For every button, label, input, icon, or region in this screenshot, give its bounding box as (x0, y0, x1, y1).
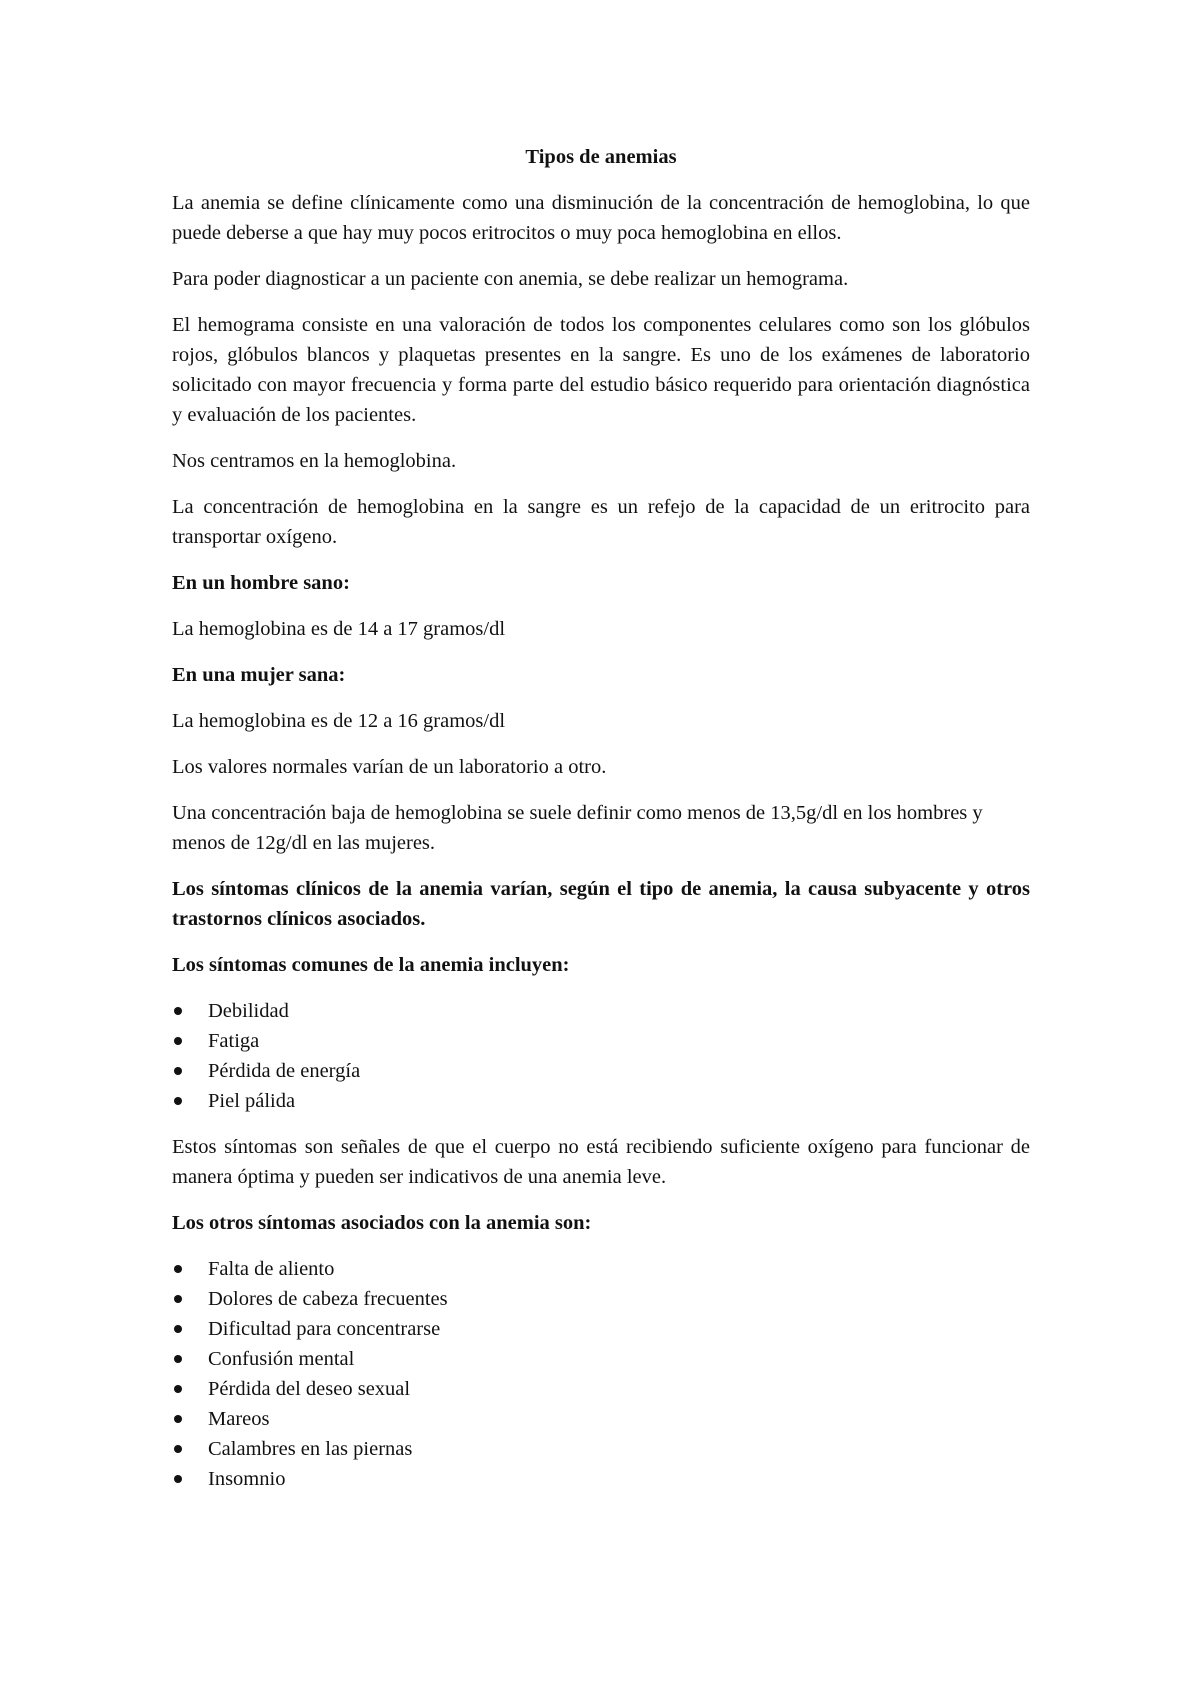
bullet-icon (174, 1445, 182, 1453)
list-item (172, 1026, 1030, 1056)
paragraph-man-values: La hemoglobina es de 14 a 17 gramos/dl (172, 618, 506, 640)
bullet-icon (174, 1475, 182, 1483)
paragraph-concentration: La concentración de hemoglobina en la sangre es un refejo de la capacidad de un eritrocito para transportar oxígeno. (172, 496, 1030, 548)
list-item-text: Debilidad (208, 1000, 289, 1022)
paragraph-definition: La anemia se define clínicamente como una disminución de la concentración de hemoglobina, lo que puede deberse a que hay muy pocos eritrocitos o muy poca hemoglobina en ellos. (172, 192, 1030, 244)
bullet-icon (174, 1325, 182, 1333)
other-symptoms-list (172, 1254, 1030, 1494)
list-item (172, 1086, 1030, 1116)
bullet-icon (174, 1007, 182, 1015)
bullet-icon (174, 1037, 182, 1045)
bullet-icon (174, 1295, 182, 1303)
list-item (172, 996, 1030, 1026)
list-item (172, 1434, 1030, 1464)
list-item (172, 1254, 1030, 1284)
list-item-text: Fatiga (208, 1030, 260, 1052)
paragraph-diagnosis: Para poder diagnosticar a un paciente con anemia, se debe realizar un hemograma. (172, 268, 849, 290)
list-item-text: Pérdida del deseo sexual (208, 1378, 411, 1400)
list-item (172, 1314, 1030, 1344)
list-item (172, 1344, 1030, 1374)
common-symptoms-list (172, 996, 1030, 1116)
bullet-icon (174, 1265, 182, 1273)
document-title: Tipos de anemias (525, 146, 677, 168)
list-item-text: Dolores de cabeza frecuentes (208, 1288, 448, 1310)
list-item (172, 1374, 1030, 1404)
paragraph-focus: Nos centramos en la hemoglobina. (172, 450, 457, 472)
list-item-text: Calambres en las piernas (208, 1438, 413, 1460)
bullet-icon (174, 1355, 182, 1363)
paragraph-mild-anemia: Estos síntomas son señales de que el cuerpo no está recibiendo suficiente oxígeno para funcionar de manera óptima y pueden ser indicativos de una anemia leve. (172, 1136, 1030, 1188)
heading-healthy-woman: En una mujer sana: (172, 664, 346, 686)
list-item-text: Piel pálida (208, 1090, 296, 1112)
list-item-text: Dificultad para concentrarse (208, 1318, 441, 1340)
heading-other-symptoms: Los otros síntomas asociados con la anemia son: (172, 1212, 592, 1234)
bullet-icon (174, 1385, 182, 1393)
heading-common-symptoms: Los síntomas comunes de la anemia incluyen: (172, 954, 570, 976)
list-item (172, 1056, 1030, 1086)
bullet-icon (174, 1067, 182, 1075)
bullet-icon (174, 1097, 182, 1105)
list-item (172, 1284, 1030, 1314)
list-item-text: Falta de aliento (208, 1258, 335, 1280)
heading-healthy-man: En un hombre sano: (172, 572, 350, 594)
paragraph-woman-values: La hemoglobina es de 12 a 16 gramos/dl (172, 710, 506, 732)
list-item-text: Insomnio (208, 1468, 286, 1490)
bullet-icon (174, 1415, 182, 1423)
list-item (172, 1404, 1030, 1434)
list-item-text: Confusión mental (208, 1348, 355, 1370)
heading-clinical-symptoms: Los síntomas clínicos de la anemia varían, según el tipo de anemia, la causa subyacente y otros trastornos clínicos asociados. (172, 878, 1030, 930)
list-item-text: Mareos (208, 1408, 270, 1430)
list-item-text: Pérdida de energía (208, 1060, 361, 1082)
paragraph-hemogram: El hemograma consiste en una valoración de todos los componentes celulares como son los glóbulos rojos, glóbulos blancos y plaquetas presentes en la sangre. Es uno de los exámenes de laboratorio solicitado con mayor frecuencia y forma parte del estudio básico requerido para orientación diagnóstica y evaluación de los pacientes. (172, 314, 1030, 426)
paragraph-low-concentration: Una concentración baja de hemoglobina se suele definir como menos de 13,5g/dl en los hombres y menos de 12g/dl en las mujeres. (172, 802, 983, 854)
paragraph-normal-values: Los valores normales varían de un laboratorio a otro. (172, 756, 607, 778)
list-item (172, 1464, 1030, 1494)
